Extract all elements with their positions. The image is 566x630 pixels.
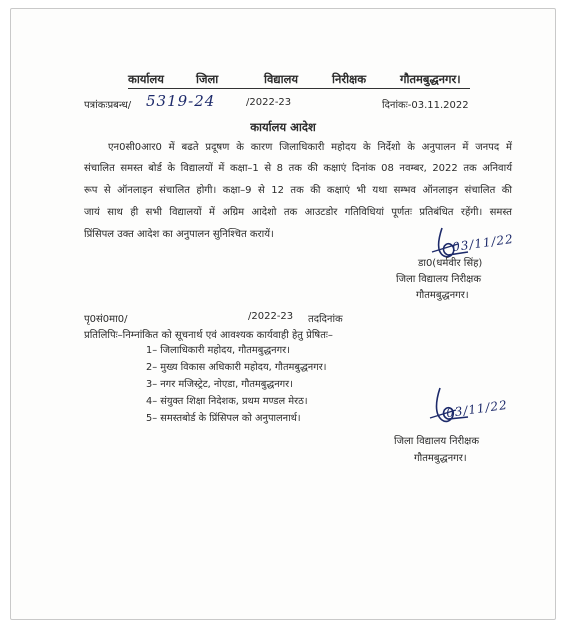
copy-intro: प्रतिलिपिः–निम्नांकित को सूचनार्थ एवं आवश्यक कार्यवाही हेतु प्रेषितः– [84,330,333,341]
list-item: 1– जिलाधिकारी महोदय, गौतमबुद्धनगर। [146,345,290,356]
header-vidyalaya: विद्यालय [264,72,299,86]
header-underline [128,88,470,89]
copy-year: /2022-23 [248,311,294,322]
list-item: 5– समस्तबोर्ड के प्रिंसिपल को अनुपालनार्थ। [146,413,301,424]
ref-date: दिनांकः-03.11.2022 [382,100,469,111]
signature-1-date: 03/11/22 [451,231,515,255]
ref-label: पत्रांकःप्रबन्ध/ [84,100,132,111]
body-line-5: प्रिंसिपल उक्त आदेश का अनुपालन सुनिश्चित करायें। [84,229,274,240]
ref-year: /2022-23 [246,97,292,108]
signature-2-place: गौतमबुद्धनगर। [414,453,467,464]
copy-ref-label: पृ0सं0मा0/ [84,314,128,325]
signatory-designation: जिला विद्यालय निरीक्षक [396,274,482,285]
header-zila: जिला [196,72,219,86]
signature-2-date: 03/11/22 [445,397,509,421]
list-item: 3– नगर मजिस्ट्रेट, नोएडा, गौतमबुद्धनगर। [146,379,293,390]
copy-tadadinank: तददिनांक [308,314,343,325]
list-item: 4– संयुक्त शिक्षा निदेशक, प्रथम मण्डल मेरठ। [146,396,308,407]
header-karyalay: कार्यालय [128,72,164,86]
body-line-2: संचालित समस्त बोर्ड के विद्यालयों में कक्षा–1 से 8 तक की कक्षाएं दिनांक 08 नवम्बर, 2022 तक अनिवार्य [84,163,512,174]
header-nirikshak: निरीक्षक [332,72,367,86]
signatory-place: गौतमबुद्धनगर। [416,290,469,301]
signatory-name: डा0(धर्मवीर सिंह) [418,258,483,269]
body-line-4: जायं साथ ही सभी विद्यालयों में अग्रिम आदेशो तक आउटडोर गतिविधियां पूर्णतः प्रतिबंधित रहेंगी। समस्त [84,207,512,218]
body-line-3: रूप से ऑनलाइन संचालित होगी। कक्षा–9 से 12 तक की कक्षाएं भी यथा सम्भव ऑनलाइन संचालित की [84,185,512,196]
signature-2-designation: जिला विद्यालय निरीक्षक [394,436,480,447]
page-title: कार्यालय आदेश [250,120,316,134]
body-line-1: एन0सी0आर0 में बढते प्रदूषण के कारण जिलाधिकारी महोदय के निर्देशो के अनुपालन में जनपद में [108,142,512,153]
ref-number-handwritten: 5319-24 [146,92,216,110]
list-item: 2– मुख्य विकास अधिकारी महोदय, गौतमबुद्धनगर। [146,362,327,373]
header-place: गौतमबुद्धनगर। [400,72,461,86]
